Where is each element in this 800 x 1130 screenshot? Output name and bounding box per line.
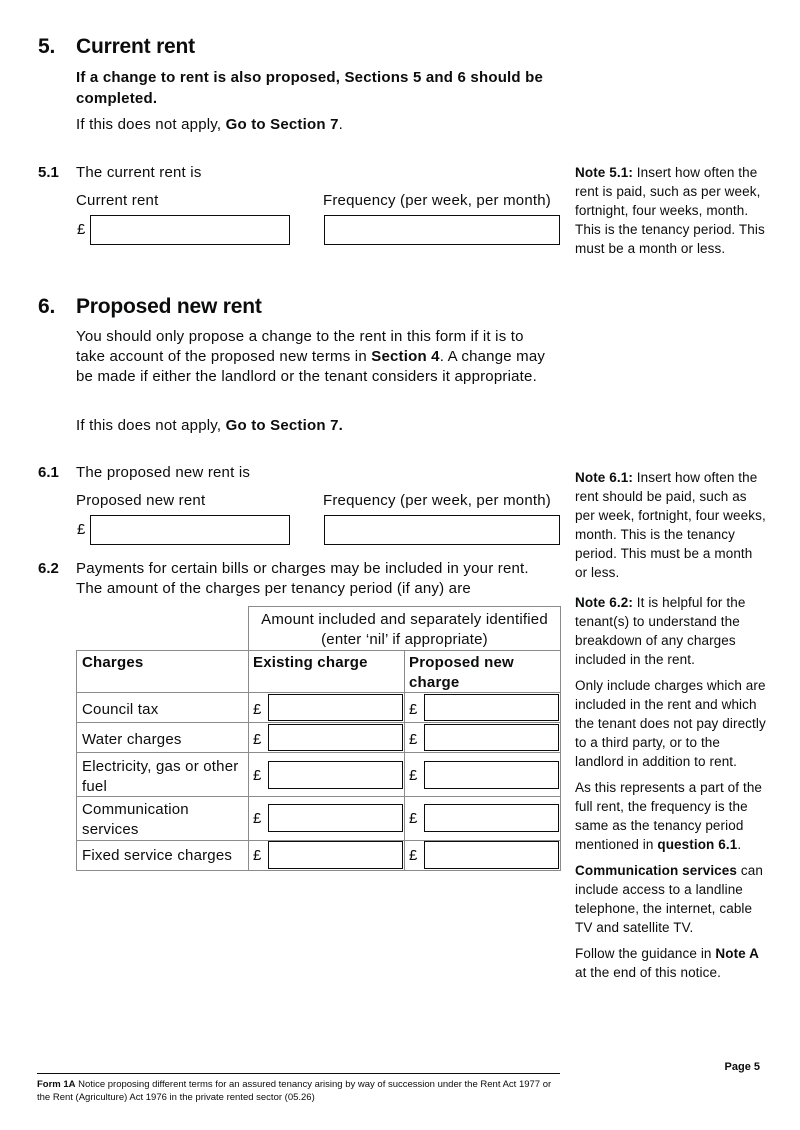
note-6-2-lead: Note 6.2: [575,595,633,610]
row-label-communication: Communication services [82,801,189,838]
form-name: Form 1A [37,1079,76,1090]
currency-symbol: £ [253,701,262,718]
para3-b: . [737,837,742,852]
currency-symbol: £ [253,847,262,864]
proposed-rent-input[interactable] [90,515,290,545]
note-5-1-text: Insert how often the rent is paid, such as per week, fortnight, four weeks, month. This is the tenancy period. This must be a month or less. [575,165,765,256]
currency-symbol: £ [253,810,262,827]
current-rent-input[interactable] [90,215,290,245]
electricity-proposed-input[interactable] [424,761,559,789]
section-5-number: 5. [38,35,56,58]
currency-symbol: £ [253,731,262,748]
note-6-2-para2: Only include charges which are included in the rent and which the tenant does not pay directly to a third party, or to the landlord in addition to rent. [575,678,766,769]
question-5-1-label: The current rent is [76,164,202,181]
footer-text [37,1078,557,1104]
section-6-number: 6. [38,295,56,318]
currency-symbol: £ [253,767,262,784]
water-charges-proposed-input[interactable] [424,724,559,751]
para3-a: As this represents a part of the full rent, the frequency is the same as the tenancy period mentioned in [575,780,763,852]
currency-symbol: £ [409,767,418,784]
para4-text: can include access to a landline telephone, the internet, cable TV and satellite TV. [575,863,763,935]
note-6-2-para4 [575,861,767,937]
proposed-rent-label: Proposed new rent [76,492,206,509]
note-6-1 [575,468,767,582]
skip-text: If this does not apply, [76,116,226,133]
fixed-service-proposed-input[interactable] [424,841,559,869]
go-to-section-7-link[interactable]: Go to Section 7 [225,116,339,133]
question-6-1-number: 6.1 [38,464,59,481]
currency-symbol: £ [77,521,86,538]
note-6-2-para5 [575,944,767,982]
fixed-service-existing-input[interactable] [268,841,403,869]
skip-end: . [338,116,343,133]
current-frequency-label: Frequency (per week, per month) [323,192,551,209]
currency-symbol: £ [409,701,418,718]
section-6-intro [76,327,556,387]
note-6-2 [575,593,767,982]
question-5-1-number: 5.1 [38,164,59,181]
council-tax-proposed-input[interactable] [424,694,559,721]
page-number: Page 5 [724,1061,760,1073]
note-a-ref: Note A [715,946,759,961]
note-5-1 [575,163,765,258]
water-charges-existing-input[interactable] [268,724,403,751]
question-6-1-label: The proposed new rent is [76,464,251,481]
para5-b: at the end of this notice. [575,965,721,980]
question-6-2-label: Payments for certain bills or charges may be included in your rent. The amount of the charges per tenancy period (if any) are [76,560,529,597]
section-6-title: Proposed new rent [76,295,262,318]
row-label-electricity: Electricity, gas or other fuel [82,758,239,795]
section-4-link: Section 4 [371,348,440,365]
skip-text: If this does not apply, [76,417,226,434]
current-rent-label: Current rent [76,192,159,209]
section-5-skip [76,115,343,135]
section-5-intro: If a change to rent is also proposed, Sections 5 and 6 should be completed. [76,69,544,107]
note-6-1-lead: Note 6.1: [575,470,633,485]
footer-divider [37,1073,560,1074]
currency-symbol: £ [409,847,418,864]
note-6-2-text: It is helpful for the tenant(s) to understand the breakdown of any charges included in the rent. [575,595,746,667]
question-6-1-ref: question 6.1 [657,837,738,852]
note-6-2-para1 [575,593,767,669]
proposed-frequency-input[interactable] [324,515,560,545]
para5-a: Follow the guidance in [575,946,716,961]
col-proposed-header: Proposed new charge [409,654,514,691]
section-5-title: Current rent [76,35,195,58]
row-label-water-charges: Water charges [82,731,182,748]
go-to-section-7-link[interactable]: Go to Section 7. [225,417,343,434]
council-tax-existing-input[interactable] [268,694,403,721]
col-charges-header: Charges [82,654,144,671]
question-6-2-number: 6.2 [38,560,59,577]
electricity-existing-input[interactable] [268,761,403,789]
form-description: Notice proposing different terms for an assured tenancy arising by way of succession under the Rent Act 1977 or the Rent (Agriculture) Act 1976 in the private rented sector (05.26) [37,1079,552,1103]
communication-proposed-input[interactable] [424,804,559,832]
charges-table [76,606,561,871]
currency-symbol: £ [409,810,418,827]
proposed-frequency-label: Frequency (per week, per month) [323,492,551,509]
row-label-fixed-service: Fixed service charges [82,847,233,864]
communication-services-term: Communication services [575,863,738,878]
communication-existing-input[interactable] [268,804,403,832]
current-frequency-input[interactable] [324,215,560,245]
group-header: Amount included and separately identified (enter ‘nil’ if appropriate) [261,611,548,648]
intro-part-b: . A change may be made if either the landlord or the tenant considers it appropriate. [76,348,546,385]
section-6-skip [76,416,343,436]
row-label-council-tax: Council tax [82,701,159,718]
intro-part-a: You should only propose a change to the rent in this form if it is to take account of the proposed new terms in [76,328,524,365]
col-existing-header: Existing charge [253,654,368,671]
note-5-1-lead: Note 5.1: [575,165,633,180]
note-6-1-text: Insert how often the rent should be paid, such as per week, fortnight, four weeks, month. This is the tenancy period. This must be a month or less. [575,470,766,580]
note-6-2-para3 [575,778,767,854]
currency-symbol: £ [409,731,418,748]
currency-symbol: £ [77,221,86,238]
